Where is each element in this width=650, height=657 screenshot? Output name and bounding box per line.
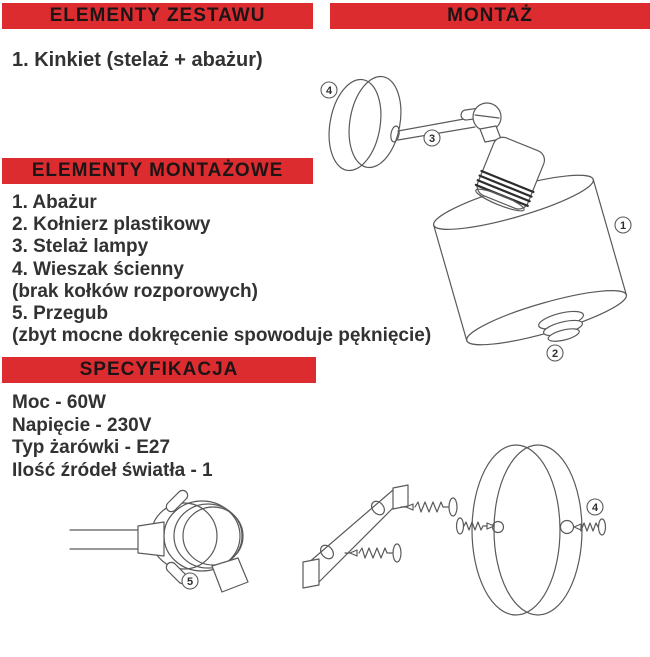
header-specification: [2, 357, 316, 383]
callout-wall-mount: [321, 82, 337, 98]
svg-text:3: 3: [428, 133, 436, 145]
svg-text:4: 4: [591, 502, 599, 514]
bracket-drawing: [303, 485, 408, 588]
screw-drawing: [457, 518, 495, 534]
list-item: 2. Kołnierz plastikowy: [12, 214, 211, 236]
header-assembly-label: MONTAŻ: [447, 5, 533, 26]
bracket-mounting-diagram: [295, 478, 475, 623]
header-kit-elements-label: ELEMENTY ZESTAWU: [49, 5, 266, 26]
spec-row: Typ żarówki - E27: [12, 437, 171, 458]
svg-text:1: 1: [619, 220, 627, 232]
header-assembly: [330, 3, 650, 29]
screw-drawing: [345, 544, 401, 562]
header-kit-elements: [2, 3, 313, 29]
callout-canopy: [587, 499, 603, 515]
list-item: 4. Wieszak ścienny: [12, 258, 184, 280]
callout-shade: [615, 217, 631, 233]
svg-text:2: 2: [551, 348, 559, 360]
spec-row: Ilość źródeł światła - 1: [12, 459, 213, 481]
joint-detail-diagram: [60, 478, 280, 623]
header-mounting-elements-label: ELEMENTY MONTAŻOWE: [31, 160, 284, 181]
collar-drawing: [537, 308, 588, 345]
callout-joint: [182, 573, 198, 589]
list-item: 3. Stelaż lampy: [12, 236, 149, 258]
svg-text:5: 5: [186, 576, 194, 588]
spec-row: Napięcie - 230V: [12, 414, 152, 436]
screw-drawing: [401, 498, 457, 516]
header-mounting-elements: [2, 158, 313, 184]
header-specification-label: SPECYFIKACJA: [79, 359, 239, 380]
joint-detail-drawing: [70, 488, 248, 592]
canopy-ring-drawing: [472, 445, 582, 615]
kit-item: 1. Kinkiet (stelaż + abażur): [12, 49, 263, 71]
spec-row: Moc - 60W: [12, 392, 106, 413]
canopy-mounting-diagram: [450, 438, 650, 620]
list-item-note: (zbyt mocne dokręcenie spowoduje pęknięcie): [12, 325, 432, 347]
list-item: 5. Przegub: [12, 303, 109, 325]
specification-list: [12, 392, 213, 482]
list-item-note: (brak kołków rozporowych): [12, 280, 258, 302]
list-item: 1. Abażur: [12, 192, 97, 213]
joint-socket-drawing: [460, 103, 548, 215]
assembly-exploded-diagram: [315, 70, 650, 370]
screw-drawing: [574, 519, 606, 535]
svg-text:4: 4: [325, 85, 333, 97]
callout-collar: [547, 345, 563, 361]
callout-arm: [424, 130, 440, 146]
